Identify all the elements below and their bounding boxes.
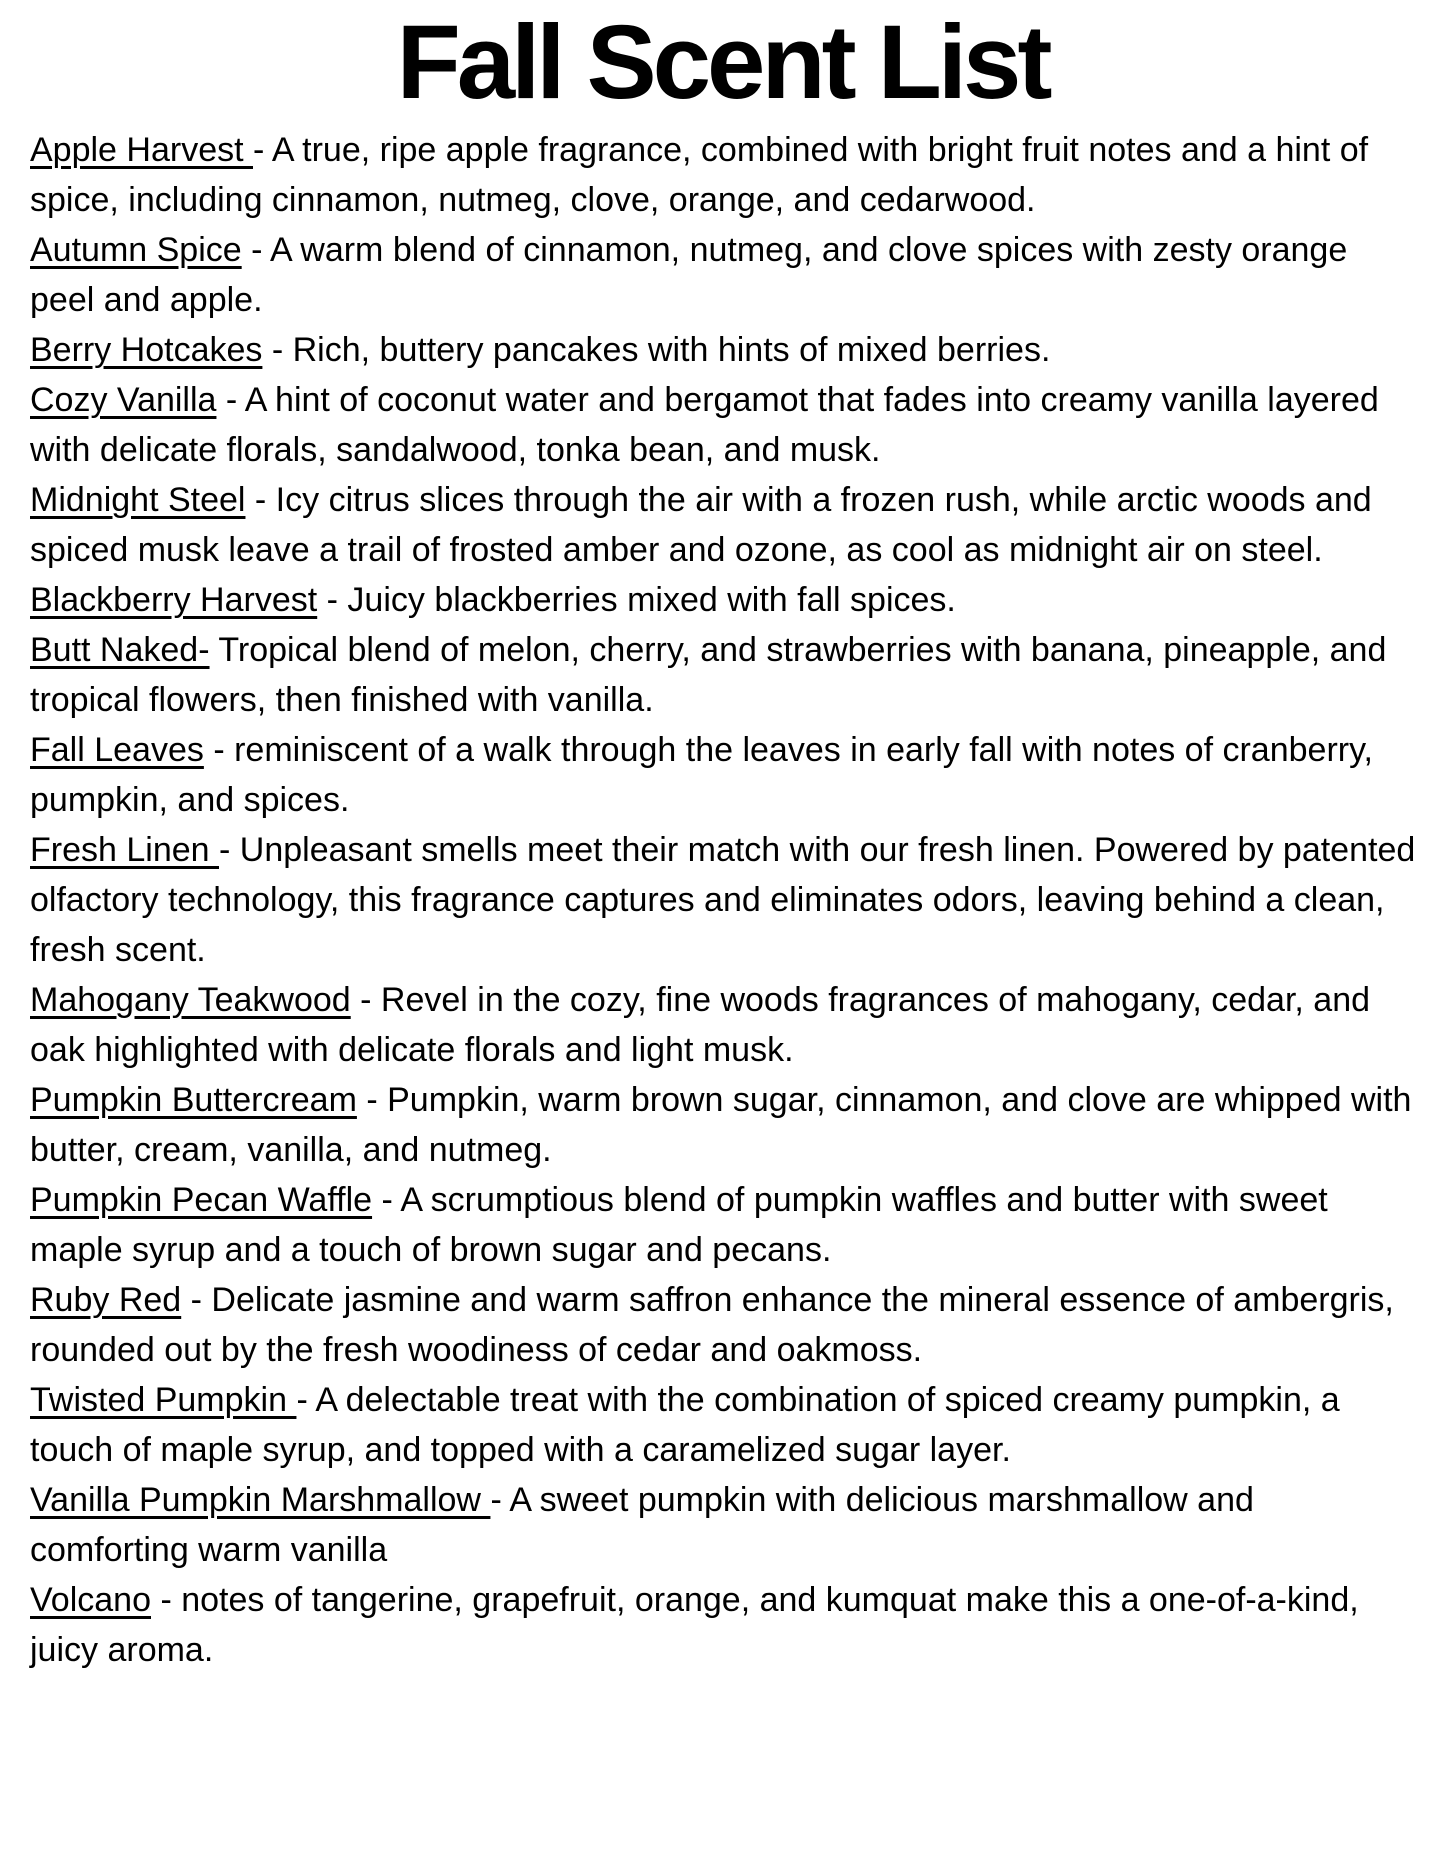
scent-entry [30,1175,1417,1275]
scent-entry [30,125,1417,225]
scent-description: - A true, ripe apple fragrance, combined with bright fruit notes and a hint of spice, including cinnamon, nutmeg, clove, orange, and cedarwood. [30,131,1369,220]
scent-description: - Unpleasant smells meet their match with our fresh linen. Powered by patented olfactory technology, this fragrance captures and eliminates odors, leaving behind a clean, fresh scent. [30,831,1416,970]
scent-entry [30,575,1417,625]
scent-description: Tropical blend of melon, cherry, and strawberries with banana, pineapple, and tropical flowers, then finished with vanilla. [30,631,1387,720]
scent-name: Cozy Vanilla [30,381,217,420]
scent-entry [30,225,1417,325]
scent-entry [30,975,1417,1075]
scent-entry [30,1475,1417,1575]
scent-entry [30,1375,1417,1475]
scent-name: Volcano [30,1581,151,1620]
scent-entry [30,625,1417,725]
scent-name: Butt Naked- [30,631,210,670]
scent-description: - Revel in the cozy, fine woods fragrances of mahogany, cedar, and oak highlighted with delicate florals and light musk. [30,981,1371,1070]
scent-entry [30,325,1417,375]
scent-description: - Juicy blackberries mixed with fall spices. [317,581,956,620]
scent-name: Berry Hotcakes [30,331,263,370]
scent-name: Pumpkin Buttercream [30,1081,357,1120]
scent-description: - A hint of coconut water and bergamot that fades into creamy vanilla layered with delicate florals, sandalwood, tonka bean, and musk. [30,381,1379,470]
scent-entry [30,375,1417,475]
scent-name: Midnight Steel [30,481,246,520]
scent-name: Apple Harvest [30,131,253,170]
scent-name: Twisted Pumpkin [30,1381,297,1420]
scent-name: Ruby Red [30,1281,182,1320]
scent-description: - A warm blend of cinnamon, nutmeg, and clove spices with zesty orange peel and apple. [30,231,1348,320]
scent-description: - notes of tangerine, grapefruit, orange, and kumquat make this a one-of-a-kind, juicy aroma. [30,1581,1359,1670]
scent-entry [30,475,1417,575]
scent-description: - A sweet pumpkin with delicious marshmallow and comforting warm vanilla [30,1481,1254,1570]
scent-name: Mahogany Teakwood [30,981,351,1020]
scent-description: - Icy citrus slices through the air with a frozen rush, while arctic woods and spiced musk leave a trail of frosted amber and ozone, as cool as midnight air on steel. [30,481,1372,570]
scent-entry [30,725,1417,825]
scent-description: - Pumpkin, warm brown sugar, cinnamon, and clove are whipped with butter, cream, vanilla, and nutmeg. [30,1081,1412,1170]
scent-list [0,121,1445,1675]
scent-name: Blackberry Harvest [30,581,318,620]
scent-name: Fresh Linen [30,831,219,870]
scent-name: Vanilla Pumpkin Marshmallow [30,1481,491,1520]
scent-entry [30,1575,1417,1675]
scent-description: - Delicate jasmine and warm saffron enhance the mineral essence of ambergris, rounded out by the fresh woodiness of cedar and oakmoss. [30,1281,1394,1370]
scent-description: - A scrumptious blend of pumpkin waffles and butter with sweet maple syrup and a touch of brown sugar and pecans. [30,1181,1328,1270]
scent-description: - reminiscent of a walk through the leaves in early fall with notes of cranberry, pumpkin, and spices. [30,731,1374,820]
scent-entry [30,825,1417,975]
page-title: Fall Scent List [396,4,1049,121]
scent-name: Pumpkin Pecan Waffle [30,1181,373,1220]
scent-name: Autumn Spice [30,231,242,270]
scent-name: Fall Leaves [30,731,204,770]
scent-description: - A delectable treat with the combination of spiced creamy pumpkin, a touch of maple syrup, and topped with a caramelized sugar layer. [30,1381,1340,1470]
scent-entry [30,1275,1417,1375]
scent-description: - Rich, buttery pancakes with hints of mixed berries. [262,331,1051,370]
scent-entry [30,1075,1417,1175]
